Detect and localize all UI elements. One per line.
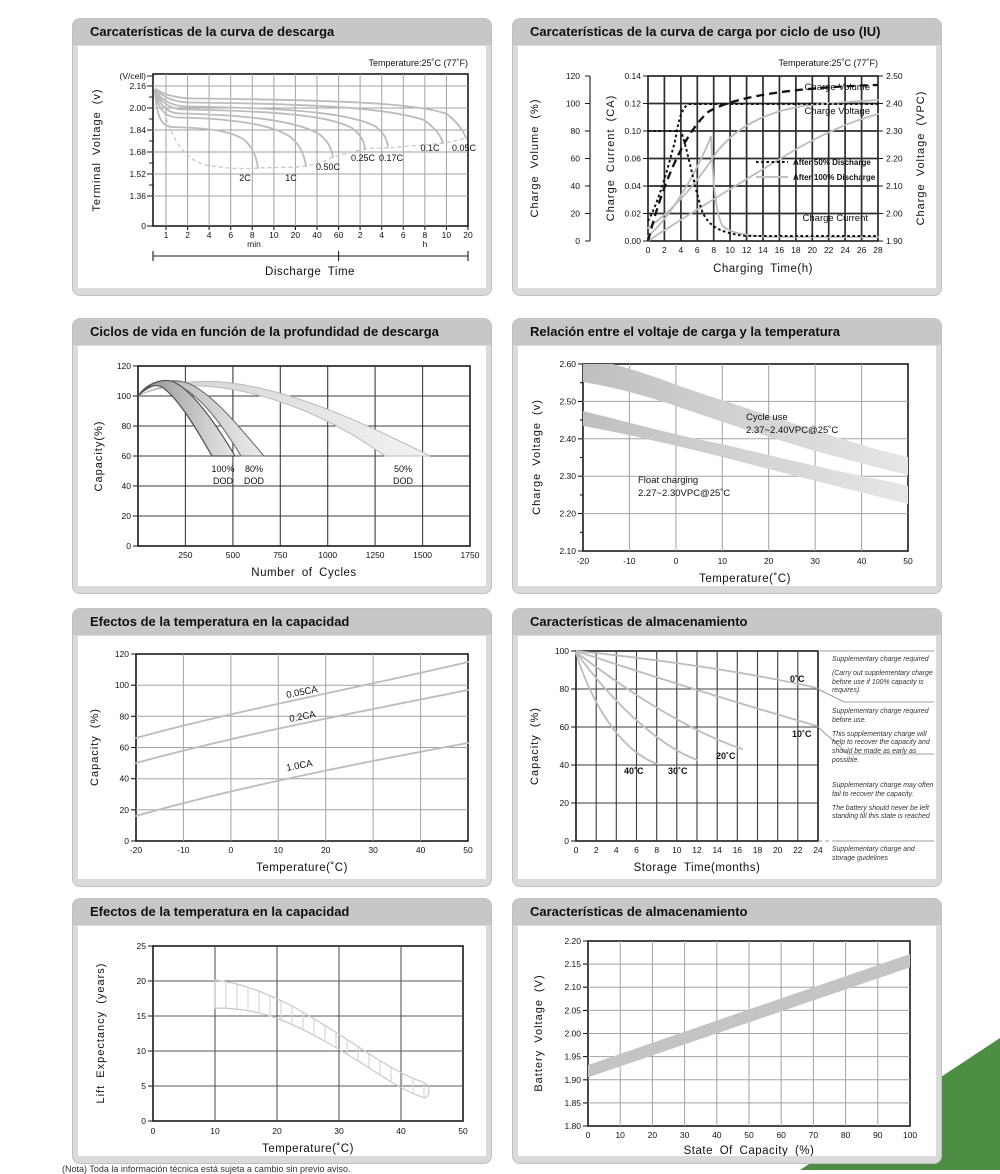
tick-label: 60: [119, 742, 129, 753]
tick-label: 22: [823, 245, 834, 255]
tick-label: 1.95: [564, 1051, 581, 1062]
tick-label: -10: [177, 845, 190, 855]
panel-title: Efectos de la temperatura en la capacidad: [73, 609, 491, 635]
panel-title: Ciclos de vida en función de la profundidad de descarga: [73, 319, 491, 345]
panel-body: [518, 46, 936, 288]
tick-label: 2.00: [129, 103, 146, 113]
volume-axis-title: Charge Volume (%): [529, 98, 541, 218]
tick-label: 10: [441, 230, 452, 240]
voltage-capacity-chart-svg: [518, 926, 936, 1156]
tick-label: 8: [654, 845, 660, 855]
tick-label: 60: [570, 153, 580, 164]
tick-label: 2.05: [564, 1005, 581, 1016]
tick-label: 40: [119, 773, 129, 784]
tick-label: 0: [573, 845, 579, 855]
tick-label: 40: [396, 1126, 406, 1136]
cycle-life-chart-svg: [78, 346, 486, 586]
curve-label-1c: 1C: [285, 173, 297, 183]
tick-label: 14: [712, 845, 722, 855]
tick-label: 8: [249, 230, 255, 240]
tick-label: 2.60: [559, 359, 576, 369]
tick-label: 0: [585, 1130, 591, 1140]
tick-label: 70: [808, 1130, 819, 1140]
tick-label: 0: [126, 541, 131, 551]
tick-label: 1250: [365, 550, 385, 560]
tick-label: 10: [615, 1130, 625, 1140]
tick-label: 50: [458, 1126, 468, 1136]
tick-label: 80: [570, 126, 580, 136]
tick-label: 1: [163, 230, 169, 240]
tick-label: 20: [320, 845, 331, 855]
tick-label: 6: [400, 230, 406, 240]
tick-label: 10: [672, 845, 682, 855]
tick-label: 2.00: [886, 208, 903, 219]
charge-iu-chart-svg: [518, 46, 936, 288]
panel-title: Características de almacenamiento: [513, 899, 941, 925]
curve-label-charge-voltage: Charge Voltage: [804, 106, 870, 117]
note-line: Supplementary charge required: [832, 656, 929, 663]
tick-label: 20: [807, 245, 818, 255]
curve-label-0-17c: 0.17C: [378, 153, 404, 163]
tick-label: 20: [763, 556, 774, 566]
tick-label: 10: [273, 845, 284, 855]
tick-label: 1.80: [564, 1121, 581, 1131]
y-axis-title: Charge Voltage (v): [531, 399, 543, 515]
temp-capacity-chart-svg: [78, 636, 486, 879]
tick-label: 6: [634, 845, 639, 855]
tick-label: 20: [772, 845, 783, 855]
tick-label: 2.30: [886, 126, 903, 136]
chart-panel-voltage-capacity: [512, 898, 942, 1164]
y-unit-label: (V/cell): [119, 71, 146, 81]
tick-label: 30: [810, 556, 820, 566]
tick-label: 4: [206, 230, 212, 240]
panel-title: Características de almacenamiento: [513, 609, 941, 635]
storage-note-2: [832, 708, 934, 771]
tick-label: 50: [903, 556, 913, 566]
tick-label: 0: [228, 845, 234, 855]
tick-label: 0: [124, 836, 129, 846]
tick-label: 1.68: [129, 147, 146, 157]
tick-label: 0.10: [624, 126, 641, 136]
footer-note: (Nota) Toda la información técnica está sujeta a cambio sin previo aviso.: [62, 1164, 351, 1174]
tick-label: 60: [559, 722, 569, 732]
tick-label: 20: [272, 1126, 282, 1136]
tick-label: 16: [774, 245, 785, 255]
tick-label: 10: [725, 245, 735, 255]
tick-label: 100: [565, 98, 580, 109]
band-label: 100%: [211, 464, 235, 474]
storage-note-4: [832, 846, 934, 869]
tick-label: 60: [121, 451, 131, 461]
curve-label-0-05ca: 0.05CA: [285, 684, 319, 701]
x-unit-h: h: [422, 239, 428, 249]
tick-label: 4: [379, 230, 385, 240]
tick-label: 1.52: [129, 169, 146, 179]
curve-label-10c: 10˚C: [792, 729, 812, 739]
band-label: DOD: [393, 476, 413, 486]
curve-label-charge-volume: Charge Volume: [804, 82, 870, 93]
tick-label: 100: [114, 680, 129, 691]
chart-panel-storage: [512, 608, 942, 887]
tick-label: 22: [793, 845, 803, 855]
tick-label: 1.85: [564, 1097, 581, 1108]
tick-label: 20: [136, 976, 146, 986]
tick-label: 2.30: [559, 471, 576, 482]
tick-label: 8: [711, 245, 717, 255]
tick-label: 2.40: [559, 433, 576, 444]
x-axis-title: State Of Capacity (%): [683, 1145, 815, 1156]
tick-label: 1.90: [564, 1074, 581, 1085]
curve-label-0c: 0˚C: [790, 674, 805, 684]
panel-body: [78, 346, 486, 586]
tick-label: 0: [673, 556, 679, 566]
tick-label: 80: [119, 711, 129, 722]
tick-label: 1000: [318, 550, 338, 560]
curve-label-30c: 30˚C: [668, 766, 688, 776]
curve-label-0-25c: 0.25C: [350, 153, 376, 163]
chart-panel-discharge: [72, 18, 492, 296]
tick-label: 8: [422, 230, 428, 240]
tick-label: 120: [565, 71, 580, 81]
panel-body: [518, 636, 936, 879]
x-axis-title: Temperature(˚C): [256, 862, 348, 874]
x-axis-title: Temperature(˚C): [262, 1143, 354, 1155]
curve-label-0-1c: 0.1C: [420, 143, 440, 153]
legend-label-100pct: After 100% Discharge: [793, 173, 876, 182]
tick-label: 10: [717, 556, 728, 566]
panel-body: [518, 346, 936, 586]
tick-label: 80: [121, 421, 131, 431]
tick-label: 5: [141, 1081, 146, 1091]
tick-label: 40: [312, 230, 322, 240]
tick-label: 0: [141, 221, 146, 231]
curve-label-charge-current: Charge Current: [802, 213, 868, 224]
x-axis-title: Discharge Time: [265, 266, 355, 278]
tick-label: 2: [593, 845, 599, 855]
panel-title: Relación entre el voltaje de carga y la temperatura: [513, 319, 941, 345]
tick-label: 12: [692, 845, 702, 855]
tick-label: 60: [333, 230, 344, 240]
tick-label: 30: [679, 1130, 690, 1140]
band-label-float: Float charging: [638, 475, 699, 486]
tick-label: 1.84: [129, 125, 146, 135]
life-expectancy-chart-svg: [78, 926, 486, 1156]
tick-label: 12: [741, 245, 752, 255]
tick-label: 2.15: [564, 959, 581, 970]
tick-label: 15: [136, 1011, 146, 1021]
tick-label: 14: [758, 245, 768, 255]
tick-label: 2.20: [559, 508, 576, 519]
curve-label-40c: 40˚C: [624, 766, 644, 776]
x-unit-min: min: [247, 239, 261, 249]
tick-label: 50: [463, 845, 473, 855]
y-axis-title: Battery Voltage (V): [533, 974, 545, 1092]
y-axis-title: Lift Expectancy (years): [95, 962, 107, 1104]
tick-label: 0: [564, 836, 569, 846]
tick-label: 100: [116, 391, 131, 401]
legend-label-50pct: After 50% Discharge: [793, 158, 871, 167]
note-line: Supplementary charge and storage guidelines: [832, 846, 915, 862]
curve-label-0-05c: 0.05C: [451, 143, 477, 153]
tick-label: 2.10: [559, 546, 576, 556]
temperature-note: Temperature:25˚C (77˚F): [368, 58, 468, 68]
tick-label: 20: [559, 798, 569, 808]
tick-label: 6: [694, 245, 700, 255]
tick-label: 50: [744, 1130, 754, 1140]
tick-label: 28: [873, 245, 883, 255]
y-axis-title: Capacity (%): [89, 708, 101, 786]
tick-label: 80: [559, 684, 569, 694]
tick-label: 2: [185, 230, 190, 240]
tick-label: 0.06: [624, 153, 641, 164]
band-label: 80%: [244, 464, 264, 474]
band-label: 50%: [393, 464, 413, 474]
storage-note-1: [832, 656, 934, 701]
tick-label: 20: [647, 1130, 658, 1140]
tick-label: 18: [791, 245, 801, 255]
x-axis-title: Storage Time(months): [633, 862, 761, 874]
volume-axis: [585, 76, 590, 241]
tick-label: 2.40: [886, 98, 903, 109]
band-label: DOD: [244, 476, 264, 486]
tick-label: 2: [662, 245, 667, 255]
tick-label: 0.14: [624, 71, 641, 81]
tick-label: 2.50: [559, 396, 576, 407]
chart-panel-life-expectancy: [72, 898, 492, 1164]
tick-label: 40: [570, 181, 580, 191]
chart-panel-voltage-temperature: [512, 318, 942, 594]
tick-label: 2: [357, 230, 363, 240]
tick-label: 0.02: [624, 208, 641, 219]
tick-label: 26: [856, 245, 867, 255]
tick-label: 120: [116, 361, 131, 371]
chart-panel-cycle-life: [72, 318, 492, 594]
curve-label-1-0ca: 1.0CA: [285, 758, 314, 774]
discharge-chart-svg: [78, 46, 486, 288]
tick-label: 1750: [460, 550, 480, 560]
tick-label: 2.50: [886, 71, 903, 81]
voltage-axis-title: Charge Voltage (VPC): [915, 90, 927, 226]
tick-label: 2.10: [564, 982, 581, 993]
x-axis-title: Temperature(˚C): [699, 573, 791, 585]
tick-label: 60: [776, 1130, 786, 1140]
tick-label: 20: [119, 804, 129, 815]
tick-label: -20: [129, 845, 143, 855]
band-sublabel-float: 2.27~2.30VPC@25˚C: [638, 488, 731, 499]
tick-label: 40: [712, 1130, 722, 1140]
note-line: (Carry out supplementary charge before use if 100% capacity is requires): [832, 669, 933, 695]
tick-label: 20: [290, 230, 301, 240]
panel-title: Efectos de la temperatura en la capacidad: [73, 899, 491, 925]
temperature-note: Temperature:25˚C (77˚F): [778, 58, 878, 68]
panel-body: [78, 926, 486, 1156]
tick-label: 0: [150, 1126, 156, 1136]
tick-label: 30: [334, 1126, 344, 1136]
curve-label-20c: 20˚C: [716, 751, 736, 761]
tick-label: 40: [856, 556, 867, 566]
tick-label: 30: [368, 845, 378, 855]
tick-label: 0.00: [624, 236, 641, 246]
panel-body: [518, 926, 936, 1156]
x-axis-bracket: [153, 251, 468, 261]
tick-label: 1.90: [886, 236, 903, 246]
note-line: Supplementary charge may often fail to recover the capacity.: [832, 782, 934, 798]
tick-label: 16: [732, 845, 743, 855]
tick-label: 10: [210, 1126, 220, 1136]
band-label-cycle-use: Cycle use: [746, 412, 788, 423]
tick-label: 2.20: [886, 153, 903, 164]
tick-label: 1.36: [129, 191, 146, 201]
x-axis-title: Number of Cycles: [251, 567, 357, 579]
tick-label: 500: [225, 550, 240, 560]
chart-panel-charge-iu: [512, 18, 942, 296]
tick-label: 40: [559, 760, 569, 770]
note-line: The battery should never be left standing till this state is reached: [832, 804, 930, 821]
voltage-temperature-chart-svg: [518, 346, 936, 586]
tick-label: 0: [141, 1116, 146, 1126]
tick-label: 0.04: [624, 181, 641, 191]
curve-label-0-50c: 0.50C: [315, 162, 341, 172]
panel-body: [78, 46, 486, 288]
y-axis-title: Terminal Voltage (v): [91, 88, 103, 212]
tick-label: 0.12: [624, 98, 641, 109]
tick-label: 2.10: [886, 181, 903, 191]
tick-label: -10: [623, 556, 636, 566]
note-line: This supplementary charge will help to recover the capacity and should be made as early as possible.: [832, 730, 930, 765]
tick-label: 0: [645, 245, 651, 255]
band-sublabel-cycle-use: 2.37~2.40VPC@25˚C: [746, 425, 839, 436]
chart-panel-temp-capacity: [72, 608, 492, 887]
tick-label: 2.20: [564, 936, 581, 946]
tick-label: 24: [813, 845, 823, 855]
y-axis-title: Capacity (%): [529, 707, 541, 785]
tick-label: 24: [840, 245, 850, 255]
tick-label: 20: [121, 511, 131, 521]
tick-label: 25: [136, 941, 146, 951]
y-axis-ticks: [147, 76, 153, 226]
tick-label: 4: [678, 245, 684, 255]
x-axis-title: Charging Time(h): [713, 263, 813, 275]
tick-label: 1500: [413, 550, 433, 560]
tick-label: 250: [178, 550, 193, 560]
tick-label: 20: [570, 208, 580, 219]
curve-label-0-2ca: 0.2CA: [288, 709, 317, 725]
tick-label: 40: [415, 845, 426, 855]
tick-label: 750: [273, 550, 288, 560]
tick-label: 10: [136, 1046, 146, 1056]
tick-label: 2.00: [564, 1028, 581, 1039]
tick-label: 40: [121, 481, 131, 491]
note-line: Supplementary charge required before use.: [832, 708, 929, 724]
tick-label: 4: [613, 845, 619, 855]
tick-label: 2.16: [129, 81, 146, 91]
band-label: DOD: [213, 476, 233, 486]
tick-label: 100: [554, 646, 569, 656]
panel-body: [78, 636, 486, 879]
tick-label: 90: [873, 1130, 883, 1140]
tick-label: 6: [228, 230, 234, 240]
tick-label: 120: [114, 649, 129, 659]
tick-label: 20: [463, 230, 473, 240]
tick-label: -20: [576, 556, 590, 566]
tick-label: 100: [902, 1130, 918, 1140]
tick-label: 80: [840, 1130, 851, 1140]
panel-title: Carcaterísticas de la curva de carga por ciclo de uso (IU): [513, 19, 941, 45]
tick-label: 10: [269, 230, 279, 240]
tick-label: 0: [575, 236, 580, 246]
y-axis-title: Capacity(%): [93, 420, 105, 492]
current-axis-title: Charge Current (CA): [605, 94, 617, 222]
curve-label-2c: 2C: [239, 173, 251, 183]
storage-note-3: [832, 782, 934, 827]
panel-title: Carcaterísticas de la curva de descarga: [73, 19, 491, 45]
tick-label: 18: [752, 845, 763, 855]
